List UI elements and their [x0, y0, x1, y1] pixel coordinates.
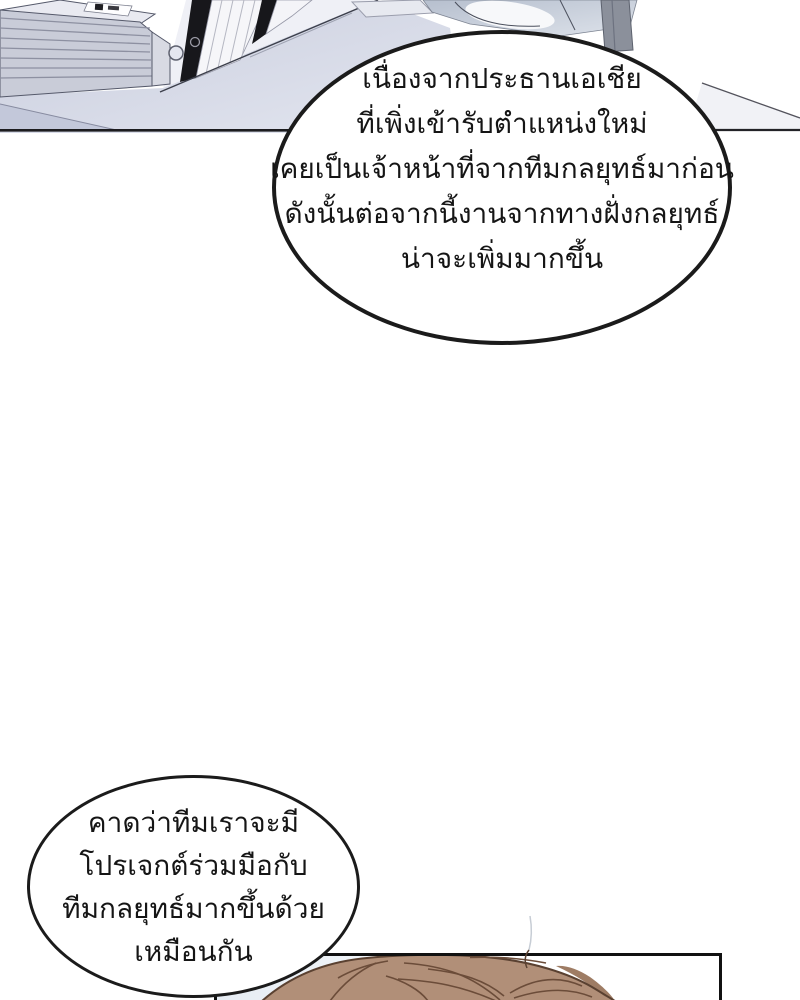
tray-label-mark [95, 4, 103, 11]
desk-ring-detail [169, 46, 183, 60]
speech-bubble-2 [27, 775, 360, 998]
bubble-1-line-4: ดังนั้นต่อจากนี้งานจากทางฝั่งกลยุทธ์ [284, 198, 720, 229]
bubble-1-line-3: เคยเป็นเจ้าหน้าที่จากทีมกลยุทธ์มาก่อน [270, 153, 734, 184]
hair-strand-faded [529, 916, 531, 950]
bubble-1-line-5: น่าจะเพิ่มมากขึ้น [400, 243, 604, 274]
tray-label-mark [108, 6, 119, 11]
bubble-2-line-3: ทีมกลยุทธ์มากขึ้นด้วย [62, 892, 325, 924]
bubble-2-line-1: คาดว่าทีมเราจะมี [87, 806, 300, 838]
speech-bubble-1 [272, 30, 732, 345]
bubble-1-line-1: เนื่องจากประธานเอเชีย [362, 63, 642, 94]
bubble-2-line-2: โปรเจกต์ร่วมมือกับ [79, 849, 308, 881]
bubble-1-line-2: ที่เพิ่งเข้ารับตำแหน่งใหม่ [356, 108, 648, 139]
furniture-post [601, 0, 633, 52]
ridged-tray-stack [0, 0, 170, 97]
bubble-2-line-4: เหมือนกัน [134, 935, 253, 967]
